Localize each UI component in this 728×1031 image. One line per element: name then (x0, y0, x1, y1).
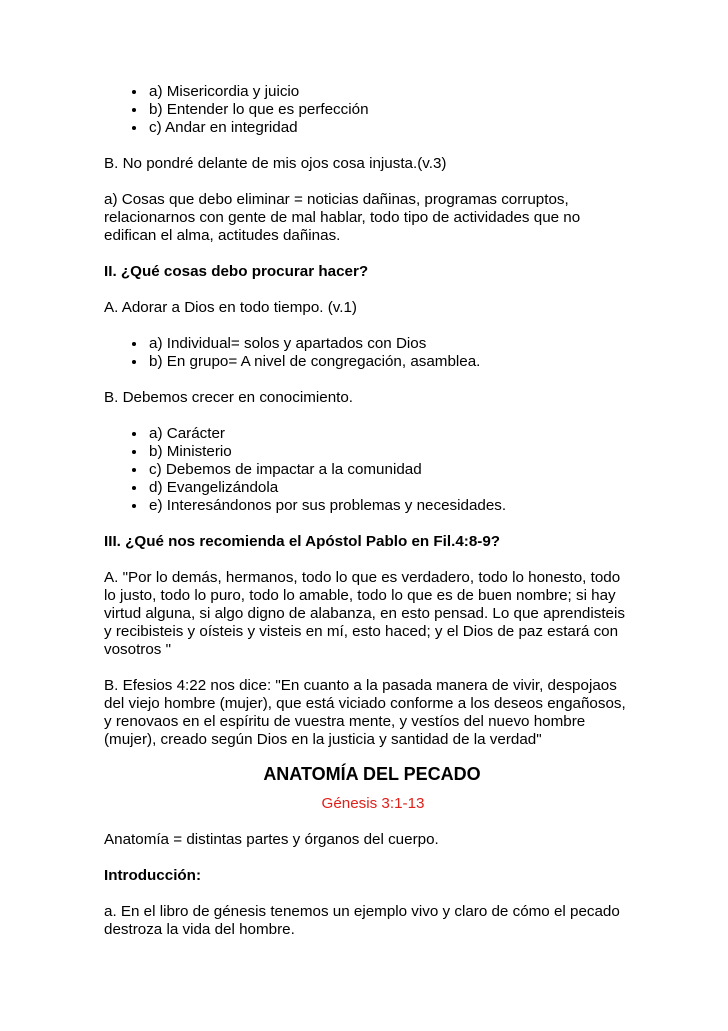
definition-paragraph: Anatomía = distintas partes y órganos del cuerpo. (104, 831, 439, 848)
heading-section-3: III. ¿Qué nos recomienda el Apóstol Pablo en Fil.4:8-9? (104, 533, 501, 550)
paragraph-a2: A. Adorar a Dios en todo tiempo. (v.1) (104, 299, 357, 316)
list-item: • d) Evangelizándola (147, 479, 634, 497)
bullet-list-1 (104, 83, 634, 137)
document-content (104, 83, 634, 939)
list-item: • e) Interesándonos por sus problemas y necesidades. (147, 497, 634, 515)
heading-section-2: II. ¿Qué cosas debo procurar hacer? (104, 263, 369, 280)
list-item: • b) En grupo= A nivel de congregación, asamblea. (147, 353, 634, 371)
list-item: • c) Debemos de impactar a la comunidad (147, 461, 634, 479)
list-item: • a) Carácter (147, 425, 634, 443)
paragraph-b2: B. Debemos crecer en conocimiento. (104, 389, 354, 406)
bullet-list-3 (104, 425, 634, 515)
list-item: • a) Misericordia y juicio (147, 83, 634, 101)
section-subtitle: Génesis 3:1-13 (321, 795, 425, 812)
list-item: • b) Entender lo que es perfección (147, 101, 634, 119)
intro-heading: Introducción: (104, 867, 202, 884)
paragraph-b3: B. Efesios 4:22 nos dice: "En cuanto a la pasada manera de vivir, despojaos del viejo hombre (mujer), que está viciado conforme a los deseos engañosos, y renovaos en el espíritu de vuestra mente, y vestíos del nuevo hombre (mujer), creado según Dios en la justicia y santidad de la verdad" (104, 677, 626, 748)
paragraph-a3: A. "Por lo demás, hermanos, todo lo que es verdadero, todo lo honesto, todo lo justo, todo lo puro, todo lo amable, todo lo que es de buen nombre; si hay virtud alguna, si algo digno de alabanza, en esto pensad. Lo que aprendisteis y recibisteis y oísteis y visteis en mí, esto haced; y el Dios de paz estará con vosotros " (104, 569, 625, 658)
list-item: • b) Ministerio (147, 443, 634, 461)
bullet-list-2 (104, 335, 634, 371)
list-item: • a) Individual= solos y apartados con Dios (147, 335, 634, 353)
section-title: ANATOMÍA DEL PECADO (263, 764, 481, 784)
paragraph-b1: B. No pondré delante de mis ojos cosa injusta.(v.3) (104, 155, 447, 172)
intro-paragraph-a: a. En el libro de génesis tenemos un ejemplo vivo y claro de cómo el pecado destroza la vida del hombre. (104, 903, 620, 938)
list-item: • c) Andar en integridad (147, 119, 634, 137)
paragraph-a1: a) Cosas que debo eliminar = noticias dañinas, programas corruptos, relacionarnos con gente de mal hablar, todo tipo de actividades que no edifican el alma, actitudes dañinas. (104, 191, 581, 244)
